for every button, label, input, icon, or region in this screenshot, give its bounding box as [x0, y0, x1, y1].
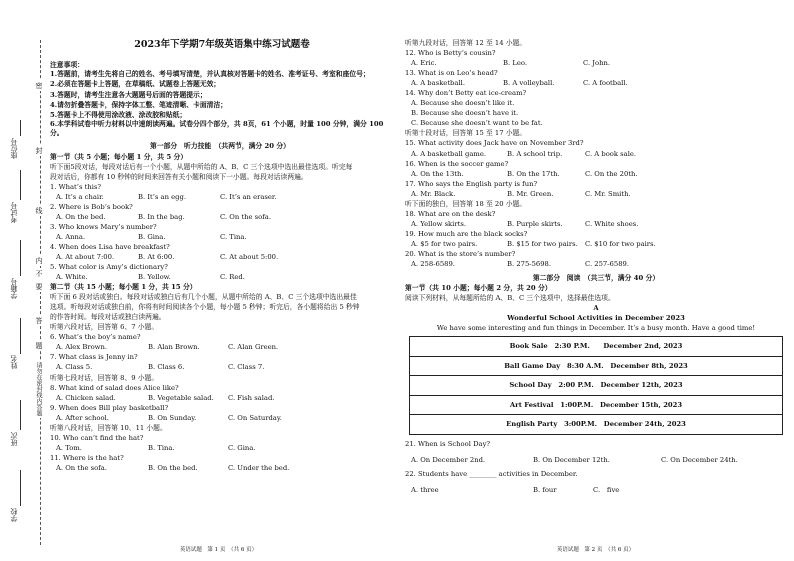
part2-heading: 第二部分 阅读 （共三节，满分 40 分） [532, 274, 660, 283]
question-stem: 17. Who says the English party is fun? [405, 179, 538, 188]
options-row [50, 413, 390, 423]
notes-heading: 注意事项： [50, 61, 84, 69]
question-22: 22. Students have ________ activities in December. [405, 469, 578, 478]
question-stem: 5. What color is Amy’s dictionary? [50, 263, 168, 272]
option: C. On the 20th. [585, 169, 638, 178]
seal-note: 请勿在密封线内答题 [35, 362, 42, 416]
question-stem: 19. How much are the black socks? [405, 229, 528, 238]
option: C. Class 7. [228, 363, 265, 372]
option: A. Anna. [56, 232, 86, 241]
option: C. Gina. [228, 443, 256, 452]
option: A. Chicken salad. [56, 393, 116, 402]
question-stem: 2. Where is Bob’s book? [50, 202, 133, 211]
seat-line [20, 120, 21, 136]
listen-prompt: 听第九段对话，回答第 12 至 14 小题。 [405, 39, 527, 47]
student-no-label: 学籍号 [10, 278, 18, 299]
question-14: 14. Why don’t Betty eat ice-cream? [405, 89, 527, 98]
option: A. On December 2nd. [411, 455, 486, 464]
student-no-line [20, 240, 21, 276]
notes-line: 1.答题前，请考生先将自己的姓名、考号填写清楚，并认真核对答题卡的姓名、准考证号、考室和座位号； [50, 70, 370, 79]
option: C. Because she doesn’t want to be fat. [411, 119, 543, 128]
class-line [20, 400, 21, 430]
seal-line [40, 40, 41, 545]
question-stem: 15. What activity does Jack have on November 3rd? [405, 139, 584, 148]
seal-word: 不 [35, 270, 43, 277]
option: B. Purple skirts. [507, 219, 563, 228]
option: C. A book sale. [585, 149, 637, 158]
section1-instructions: 段对话后，你都有 10 秒钟的时间来回答有关小题和阅读下一小题。每段对话读两遍。 [50, 172, 308, 181]
school-label: 学校 [10, 508, 18, 522]
exam-title: 2023年下学期7年级英语集中练习试题卷 [134, 39, 310, 50]
option: B. Leo. [503, 59, 527, 68]
option: A. After school. [56, 413, 109, 422]
question-stem: 6. What’s the boy’s name? [50, 333, 141, 342]
option: A. A basketball. [411, 79, 465, 88]
section1-heading: 第一节（共 5 小题；每小题 1 分，共 5 分） [50, 152, 188, 161]
option: B. Mr. Green. [507, 189, 554, 198]
options-row [50, 362, 390, 372]
question-stem: 20. What is the store’s number? [405, 249, 516, 258]
options-row [50, 192, 390, 202]
section1-instructions: 听下面5段对话，每段对话后有一个小题，从题中所给的 A、B、C 三个选项中选出最佳选项。听完每 [50, 162, 353, 171]
passage-intro: We have some interesting and fun things in December. It’s a busy month. Have a good time! [436, 324, 756, 333]
notes-line: 2.必须在答题卡上答题，在草稿纸、试题卷上答题无效； [50, 80, 221, 89]
option: C. It’s an eraser. [220, 192, 277, 201]
option: B. Tina. [148, 443, 175, 452]
option: A. Class 5. [56, 363, 93, 372]
option: A. It’s a chair. [56, 192, 104, 201]
binding-margin [2, 40, 46, 545]
options-row [50, 342, 390, 352]
seal-word: 题 [35, 342, 43, 349]
schedule-row: Book Sale 2:30 P.M. December 2nd, 2023 [410, 337, 782, 357]
options-row [50, 232, 390, 242]
option: B. On the bed. [148, 463, 198, 472]
listen-prompt: 听下面的独白，回答第 18 至 20 小题。 [405, 199, 527, 208]
option: C. White shoes. [585, 219, 639, 228]
schedule-row: English Party 3:00P.M. December 24th, 2023 [506, 420, 686, 429]
option: B. Class 6. [148, 363, 185, 372]
options-row [50, 463, 390, 473]
name-label: 姓名 [10, 355, 18, 369]
listen-prompt: 听第十段对话，回答第 15 至 17 小题。 [405, 129, 527, 138]
option: B. In the bag. [138, 212, 185, 221]
exam-no-label: 考试号 [10, 202, 18, 223]
option: A. Because she doesn’t like it. [411, 99, 515, 108]
option: C. 257-6589. [585, 260, 630, 269]
option: C. John. [583, 59, 611, 68]
option: A. Tom. [56, 443, 82, 452]
section2-instructions: 选项。听每段对话或独白前，你将有时间阅读各个小题，每小题 5 秒钟；听完后，各小题将给出 5 秒钟 [50, 303, 360, 312]
question-group-18-20 [405, 209, 787, 269]
option: C. five [593, 486, 620, 494]
option: A. On the bed. [56, 212, 106, 221]
question-stem: 3. Who knows Mary’s number? [50, 222, 157, 231]
school-line [20, 470, 21, 506]
listen-prompt: 听第八段对话，回答第 10、11 小题。 [50, 423, 167, 432]
option: A. White. [56, 273, 88, 282]
page-footer: 英语试题 第 2 页 （共 6 页） [556, 547, 635, 553]
option: C. On Saturday. [228, 413, 282, 422]
section2-heading: 第二节（共 15 小题；每小题 1 分，共 15 分） [50, 283, 197, 292]
options-row [405, 219, 787, 229]
question-stem: 13. What is on Leo’s head? [405, 69, 498, 78]
options-row [405, 259, 787, 269]
option: B. On the 17th. [507, 169, 560, 178]
options-row [50, 272, 390, 282]
section2-instructions: 的作答时间。每段对话或独白读两遍。 [50, 313, 166, 322]
question-stem: 10. Who can’t find the hat? [50, 433, 144, 442]
option: B. four [533, 486, 557, 494]
option: C. On the sofa. [220, 212, 271, 221]
option: C. A football. [583, 79, 628, 88]
option: A. $5 for two pairs. [411, 239, 478, 248]
options-row [405, 169, 787, 179]
listen-prompt: 听第六段对话，回答第 6、7 小题。 [50, 323, 159, 332]
options-row [405, 239, 787, 249]
option: B. Gina. [138, 232, 166, 241]
question-stem: 8. What kind of salad does Alice like? [50, 383, 179, 392]
option: B. Because she doesn’t have it. [411, 109, 519, 118]
question-stem: 16. When is the soccer game? [405, 159, 509, 168]
question-21: 21. When is School Day? [405, 439, 491, 448]
notes-line: 5.答题卡上不得使用涂改液、涂改胶和贴纸； [50, 110, 187, 119]
page2-content [405, 38, 787, 495]
option: B. On December 12th. [533, 455, 610, 464]
question-group-1-5 [50, 182, 390, 282]
option: C. Under the bed. [228, 463, 290, 472]
option: C. Red. [220, 273, 245, 282]
option: C. Alan Green. [228, 343, 279, 352]
reading-instructions: 阅读下列材料，从每题所给的 A、B、C 三个选项中，选择最佳选项。 [405, 294, 615, 303]
option: B. It’s an egg. [138, 192, 187, 201]
option: A. Alex Brown. [56, 343, 108, 352]
question-stem: 11. Where is the hat? [50, 453, 124, 462]
option: B. Yellow. [138, 273, 171, 282]
options-row [405, 78, 787, 88]
schedule-row: Art Festival 1:00P.M. December 15th, 2023 [410, 396, 782, 416]
options-21 [405, 455, 787, 465]
question-stem: 7. What class is Jenny in? [50, 353, 138, 362]
part1-heading: 第一部分 听力技能 （共两节，满分 20 分） [150, 142, 290, 151]
option: A. three [411, 486, 439, 494]
schedule-row: Ball Game Day 8:30 A.M. December 8th, 2023 [410, 357, 782, 377]
seal-word: 线 [35, 207, 43, 214]
option: A. On the 13th. [411, 169, 464, 178]
option: C. Tina. [220, 232, 247, 241]
question-group-12-13 [405, 48, 787, 88]
options-row [50, 252, 390, 262]
option: B. At 6:00. [138, 252, 175, 261]
question-group-15-17 [405, 138, 787, 198]
section2-instructions: 听下面 6 段对话或独白。每段对话或独白后有几个小题，从题中所给的 A、B、C 三个选项中选出最佳 [50, 293, 357, 302]
seal-word: 密 [35, 82, 43, 89]
notes-line: 4.请勿折叠答题卡，保持字体工整、笔迹清晰、卡面清洁； [50, 100, 228, 109]
seal-word: 封 [35, 147, 43, 154]
notes-line: 6.本学科试卷中听力材料以中速朗读两遍。试卷分四个部分，共 8页，61 个小题，时量 100 分钟，满分 100 分。 [50, 119, 384, 138]
passage-title: Wonderful School Activities in December 2023 [507, 314, 685, 323]
option: B. $15 for two pairs. [507, 239, 578, 248]
question-group-6-7 [50, 332, 390, 372]
class-label: 班次 [10, 432, 18, 446]
listen-prompt: 听第七段对话，回答第 8、9 小题。 [50, 373, 159, 382]
option: B. On Sunday. [148, 413, 197, 422]
option: A. On the sofa. [56, 463, 107, 472]
reading-section1-heading: 第一节（共 10 小题；每小题 2 分，共 20 分） [405, 284, 552, 293]
options-row [405, 58, 787, 68]
question-stem: 4. When does Lisa have breakfast? [50, 242, 170, 251]
option: B. A volleyball. [503, 79, 555, 88]
option: A. Mr. Black. [411, 189, 456, 198]
options-22 [405, 485, 787, 495]
option: A. At about 7:00. [56, 252, 115, 261]
option: B. 275-5698. [507, 260, 552, 269]
option: B. A school trip. [507, 149, 563, 158]
exam-no-line [20, 170, 21, 200]
options-row [50, 212, 390, 222]
name-line [20, 318, 21, 354]
option: B. Alan Brown. [148, 343, 200, 352]
option: C. On December 24th. [661, 455, 738, 464]
option: B. Vegetable salad. [148, 393, 214, 402]
question-stem: 1. What’s this? [50, 182, 102, 191]
question-group-10-11 [50, 433, 390, 473]
question-stem: 18. What are on the desk? [405, 209, 496, 218]
option: A. Yellow skirts. [411, 219, 466, 228]
question-stem: 12. Who is Betty’s cousin? [405, 49, 496, 58]
options-row [50, 443, 390, 453]
activity-schedule-table [409, 336, 783, 435]
seal-word: 答 [35, 317, 43, 324]
option: C. Fish salad. [228, 393, 275, 402]
seal-word: 内 [35, 257, 43, 264]
question-stem: 9. When does Bill play basketball? [50, 403, 169, 412]
option: C. $10 for two pairs. [585, 239, 656, 248]
seal-word: 要 [35, 283, 43, 290]
option: A. A basketball game. [411, 149, 487, 158]
exam-page-2 [397, 0, 794, 561]
options-row [405, 189, 787, 199]
page1-content [50, 60, 390, 473]
options-row [50, 393, 390, 403]
option: C. At about 5:00. [220, 252, 279, 261]
option: C. Mr. Smith. [585, 189, 631, 198]
page-footer: 英语试题 第 1 页 （共 6 页） [179, 547, 258, 553]
notes-line: 3.答题时，请考生注意各大题题号后面的答题提示； [50, 90, 207, 99]
option: A. 258-6589. [411, 260, 455, 269]
option: A. Eric. [411, 59, 437, 68]
schedule-row: School Day 2:00 P.M. December 12th, 2023 [410, 376, 782, 396]
seat-label: 座位号 [10, 138, 18, 159]
options-row [405, 149, 787, 159]
question-group-8-9 [50, 383, 390, 423]
passage-letter: A [593, 304, 599, 313]
